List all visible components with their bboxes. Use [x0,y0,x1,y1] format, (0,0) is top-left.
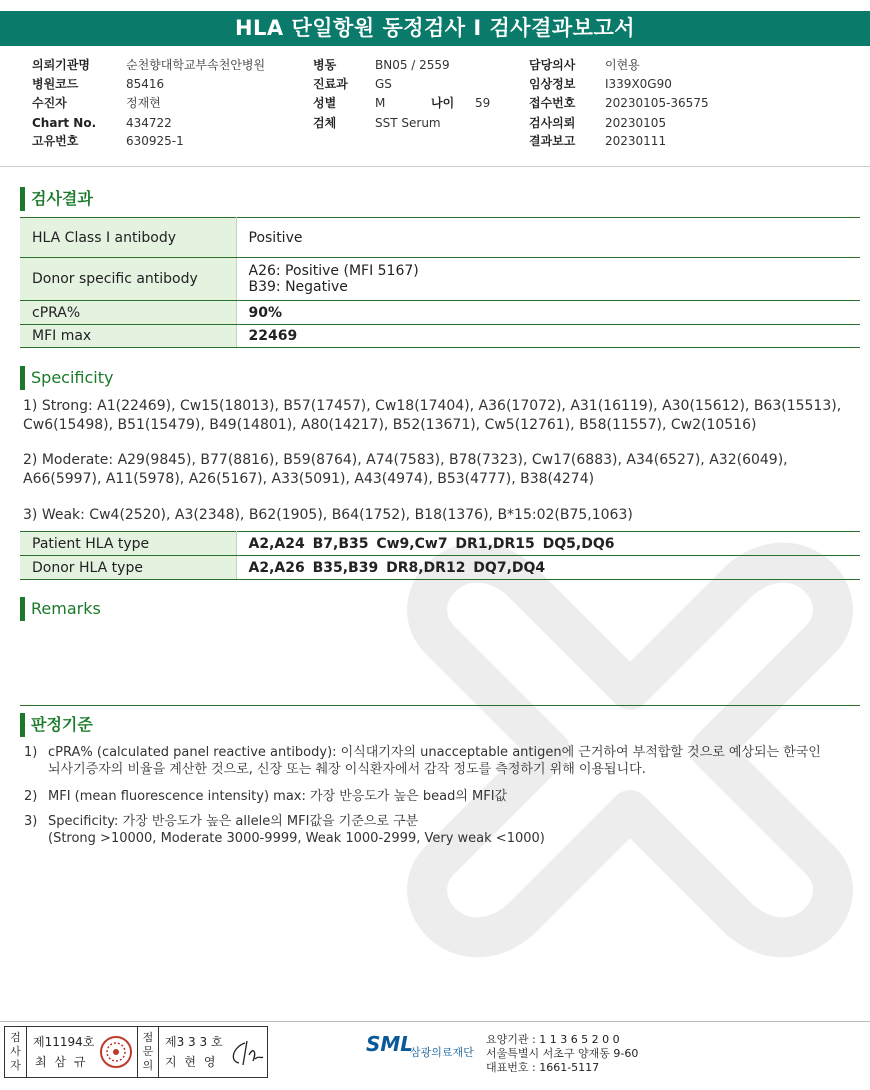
criteria-text [48,744,838,778]
info-doctor: 담당의사 이현용 [529,58,640,72]
result-row-cpra [20,301,860,325]
hla-value: A2,A24 B7,B35 Cw9,Cw7 DR1,DR15 DQ5,DQ6 [236,532,860,556]
strong-line-1: 1) Strong: A1(22469), Cw15(18013), B57(17457), Cw18(17404), A36(17072), A31(16119), A30(15612), B63(15513), [23,398,842,414]
result-label: HLA Class I antibody [20,218,236,258]
result-label: Donor specific antibody [20,258,236,301]
specificity-weak: 3) Weak: Cw4(2520), A3(2348), B62(1905), B64(1752), B18(1376), B*15:02(B75,1063) [23,507,633,523]
hla-label: Patient HLA type [20,532,236,556]
criteria-line-1: MFI (mean fluorescence intensity) max: 가장 반응도가 높은 bead의 MFI값 [48,789,508,804]
results-table [20,217,860,348]
moderate-line-2: A66(5997), A11(5978), A26(5167), A33(5091), A43(4974), B53(4777), B38(4274) [23,471,595,487]
criteria-text [48,813,838,847]
info-clinical: 임상정보 I339X0G90 [529,77,672,91]
info-divider [0,166,870,167]
criteria-item-2 [24,788,844,806]
dsa-line-1: A26: Positive (MFI 5167) [248,263,419,279]
org-street: 서울특별시 서초구 양재동 9-60 [486,1047,639,1060]
stamp-left-name: 최 삼 규 [35,1055,88,1069]
info-department: 진료과 GS [313,77,392,91]
stamp-right-no: 제3 3 3 호 [165,1035,223,1049]
criteria-line-2: (Strong >10000, Moderate 3000-9999, Weak 1000-2999, Very weak <1000) [48,831,545,846]
criteria-item-3 [24,813,844,849]
signature-stamp [4,1026,268,1078]
result-value: Positive [236,218,860,258]
info-report-date: 결과보고 20230111 [529,134,667,148]
specificity-strong [23,397,853,435]
info-chart-no: Chart No. 434722 [32,116,172,130]
result-value: 22469 [236,325,860,348]
info-patient-name: 수진자 정재현 [32,96,161,110]
result-value [236,258,860,301]
hla-label: Donor HLA type [20,556,236,580]
hla-type-table [20,531,860,580]
watermark-logo [380,520,870,1040]
result-row-dsa [20,258,860,301]
info-specimen: 검체 SST Serum [313,116,441,130]
stamp-left-label: 검사자 [5,1027,27,1077]
criteria-num: 1) [24,745,38,760]
criteria-line-1: Specificity: 가장 반응도가 높은 allele의 MFI값을 기준으로 구분 [48,814,419,829]
criteria-line-2: 뇌사기증자의 비율을 계산한 것으로, 신장 또는 췌장 이식환자에서 감작 정도를 측정하기 위해 이용됩니다. [48,762,646,777]
hla-row-donor [20,556,860,580]
footer-divider [0,1021,870,1022]
org-name: 삼광의료재단 [410,1046,474,1059]
criteria-num: 3) [24,814,38,829]
org-code: 요양기관 : 1 1 3 6 5 2 0 0 [486,1033,620,1046]
signature-icon [225,1037,265,1071]
hla-row-patient [20,532,860,556]
info-hospital-code: 병원코드 85416 [32,77,165,91]
specificity-section-title: Specificity [20,366,113,390]
criteria-section-title: 판정기준 [20,713,93,737]
info-institution: 의뢰기관명 순천향대학교부속천안병원 [32,58,266,72]
specificity-moderate [23,451,853,489]
criteria-num: 2) [24,789,38,804]
criteria-text [48,788,838,805]
remarks-section-title: Remarks [20,597,101,621]
result-row-class1 [20,218,860,258]
results-section-title: 검사결과 [20,187,93,211]
result-label: MFI max [20,325,236,348]
stamp-right-name: 지 현 영 [165,1055,218,1069]
info-sex: 성별 M 나이 59 [313,96,491,110]
org-phone: 대표번호 : 1661-5117 [486,1061,600,1074]
info-request-date: 검사의뢰 20230105 [529,116,667,130]
strong-line-2: Cw6(15498), B51(15479), B49(14801), A80(14217), B52(13671), Cw5(12761), B58(11557), Cw2(10516) [23,417,757,433]
result-row-mfi [20,325,860,348]
moderate-line-1: 2) Moderate: A29(9845), B77(8816), B59(8764), A74(7583), B78(7323), Cw17(6883), A34(6527), A32(6049), [23,452,788,468]
report-title: HLA 단일항원 동정검사 I 검사결과보고서 [0,11,870,46]
stamp-left-no: 제11194호 [33,1035,95,1049]
result-value: 90% [236,301,860,325]
hla-value: A2,A26 B35,B39 DR8,DR12 DQ7,DQ4 [236,556,860,580]
info-ward: 병동 BN05 / 2559 [313,58,450,72]
criteria-line-1: cPRA% (calculated panel reactive antibody): 이식대기자의 unacceptable antigen에 근거하여 부적합할 것으로 예상되는 한국인 [48,745,821,760]
result-label: cPRA% [20,301,236,325]
org-address [486,1033,638,1075]
info-receipt-no: 접수번호 20230105-36575 [529,96,709,110]
sml-logo: SML [366,1032,414,1056]
dsa-line-2: B39: Negative [248,279,348,295]
stamp-right-label: 점문의 [137,1027,159,1077]
remarks-divider [20,705,860,706]
criteria-item-1 [24,744,844,780]
seal-icon [99,1035,133,1069]
info-unique-no: 고유번호 630925-1 [32,134,184,148]
